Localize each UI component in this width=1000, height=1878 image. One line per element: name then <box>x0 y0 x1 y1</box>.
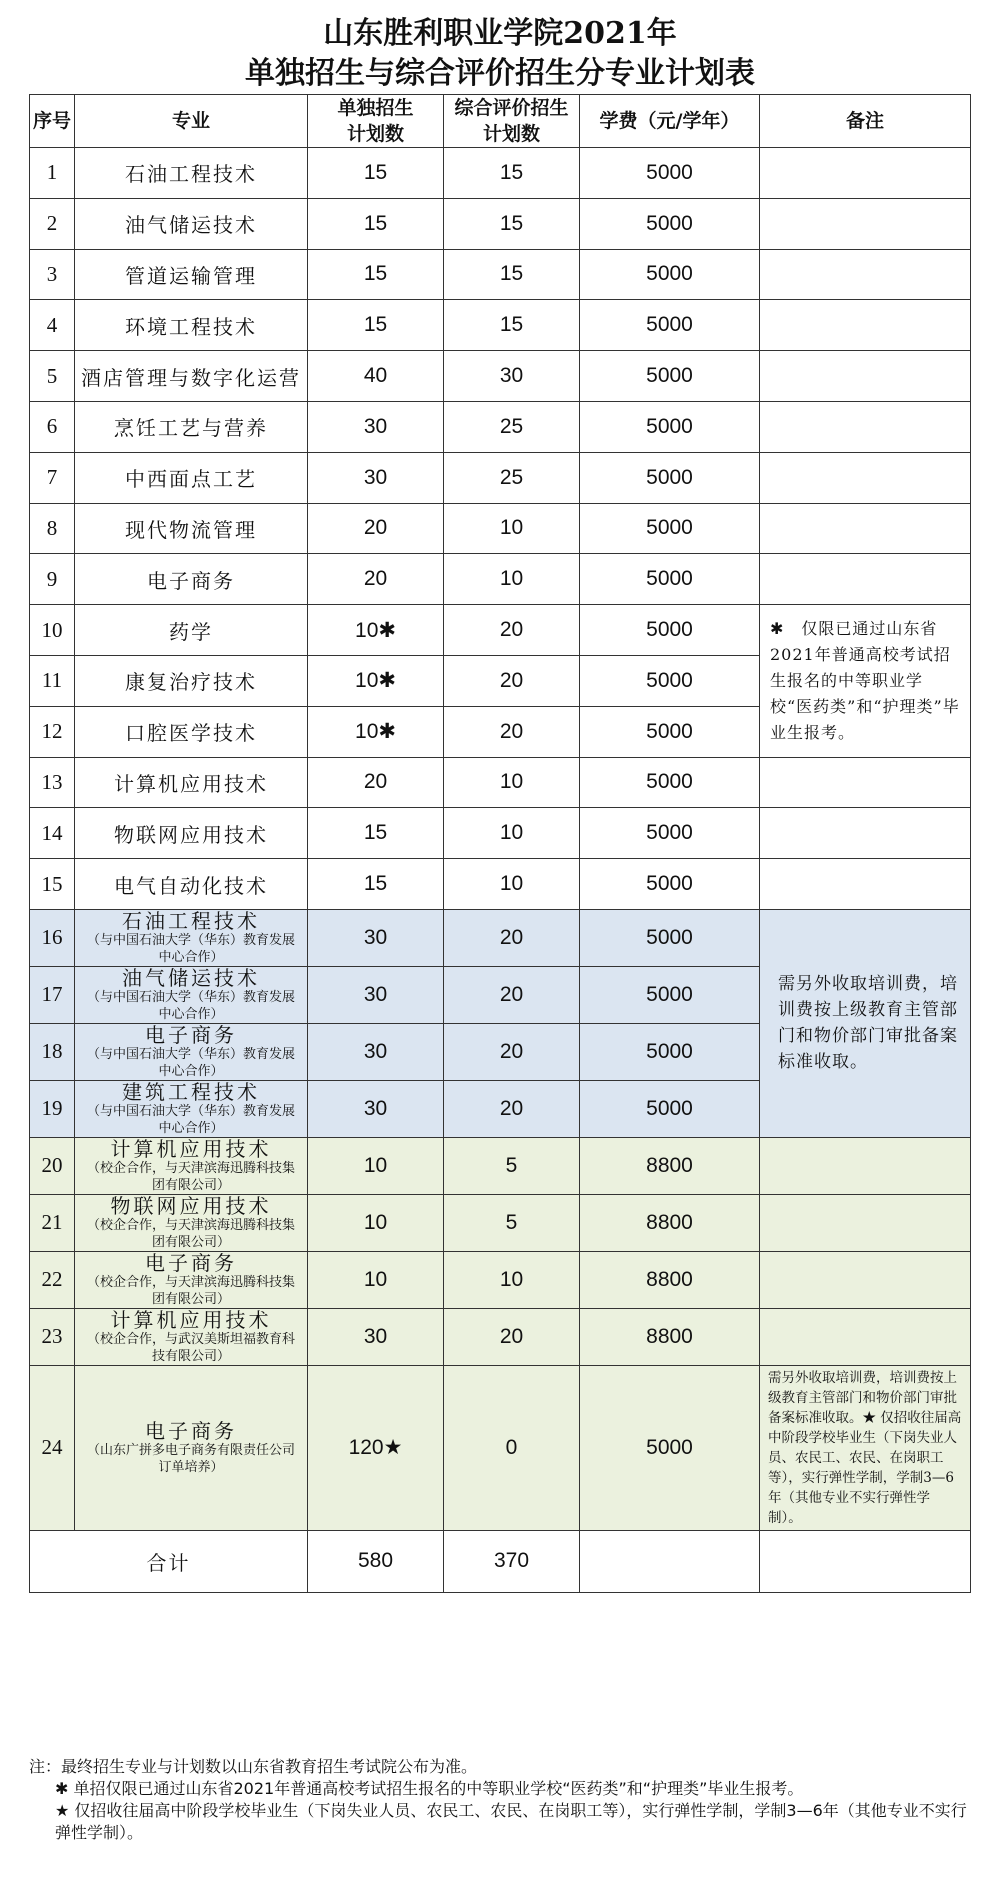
table-row <box>30 808 971 859</box>
row-seq: 3 <box>30 249 75 300</box>
header-remark: 备注 <box>760 95 971 148</box>
row-seq: 23 <box>30 1308 75 1365</box>
row-major <box>75 1365 308 1530</box>
table-row <box>30 1365 971 1530</box>
total-remark-empty <box>760 1530 971 1592</box>
table-row <box>30 1137 971 1194</box>
row-major: 现代物流管理 <box>75 503 308 554</box>
table-row <box>30 1251 971 1308</box>
table-row <box>30 351 971 402</box>
row-remark-empty <box>760 808 971 859</box>
row-remark-empty <box>760 1308 971 1365</box>
row-fee: 5000 <box>580 351 760 402</box>
row-comprehensive-plan: 15 <box>444 198 580 249</box>
row-major: 电子商务 <box>75 554 308 605</box>
table-row <box>30 198 971 249</box>
total-fee-empty <box>580 1530 760 1592</box>
row-comprehensive-plan: 15 <box>444 249 580 300</box>
row-fee: 5000 <box>580 300 760 351</box>
row-major: 酒店管理与数字化运营 <box>75 351 308 402</box>
page-title-line1: 山东胜利职业学院2021年 <box>323 16 677 51</box>
row-single-plan: 30 <box>308 1080 444 1137</box>
row-major <box>75 1137 308 1194</box>
row-remark-empty <box>760 1137 971 1194</box>
row-major <box>75 1308 308 1365</box>
major-partner-note: （校企合作，与天津滨海迅腾科技集团有限公司） <box>86 1160 295 1193</box>
table-row <box>30 249 971 300</box>
row-major: 环境工程技术 <box>75 300 308 351</box>
row-remark-empty <box>760 503 971 554</box>
row-comprehensive-plan: 20 <box>444 1023 580 1080</box>
row-single-plan: 15 <box>308 859 444 910</box>
row-major: 物联网应用技术 <box>75 808 308 859</box>
row-seq: 9 <box>30 554 75 605</box>
row-fee: 8800 <box>580 1137 760 1194</box>
total-row <box>30 1530 971 1592</box>
footer-notes <box>29 1756 979 1844</box>
table-row <box>30 605 971 656</box>
row-single-plan: 10 <box>308 1251 444 1308</box>
row-major: 油气储运技术 <box>75 198 308 249</box>
major-name: 建筑工程技术 <box>122 1079 260 1104</box>
row-single-plan: 30 <box>308 1023 444 1080</box>
row-single-plan: 20 <box>308 503 444 554</box>
major-name: 石油工程技术 <box>122 908 260 933</box>
major-partner-note: （山东广拼多电子商务有限责任公司订单培养） <box>86 1442 295 1475</box>
total-comprehensive: 370 <box>444 1530 580 1592</box>
row-seq: 2 <box>30 198 75 249</box>
major-name: 电子商务 <box>145 1418 237 1443</box>
row-single-plan: 20 <box>308 554 444 605</box>
row-fee: 8800 <box>580 1251 760 1308</box>
row-comprehensive-plan: 20 <box>444 1080 580 1137</box>
row-remark-empty <box>760 249 971 300</box>
row-comprehensive-plan: 10 <box>444 757 580 808</box>
row-major <box>75 1251 308 1308</box>
major-partner-note: （校企合作，与武汉美斯坦福教育科技有限公司） <box>86 1331 295 1364</box>
row-comprehensive-plan: 20 <box>444 655 580 706</box>
row-remark-empty <box>760 554 971 605</box>
total-single: 580 <box>308 1530 444 1592</box>
row-seq: 4 <box>30 300 75 351</box>
table-row <box>30 554 971 605</box>
major-partner-note: （与中国石油大学（华东）教育发展中心合作） <box>86 932 295 965</box>
major-partner-note: （与中国石油大学（华东）教育发展中心合作） <box>86 1103 295 1136</box>
row-comprehensive-plan: 30 <box>444 351 580 402</box>
row-fee: 5000 <box>580 249 760 300</box>
table-row <box>30 757 971 808</box>
row-single-plan: 30 <box>308 401 444 452</box>
major-partner-note: （校企合作，与天津滨海迅腾科技集团有限公司） <box>86 1274 295 1307</box>
row-seq: 13 <box>30 757 75 808</box>
row-remark-empty <box>760 401 971 452</box>
row-remark-empty <box>760 300 971 351</box>
table-header-row <box>30 95 971 148</box>
row-fee: 8800 <box>580 1194 760 1251</box>
table-row <box>30 148 971 199</box>
footer-note-1: 注：最终招生专业与计划数以山东省教育招生考试院公布为准。 <box>29 1757 478 1776</box>
row-single-plan: 15 <box>308 300 444 351</box>
row-major <box>75 1194 308 1251</box>
row-single-plan: 15 <box>308 249 444 300</box>
table-row <box>30 452 971 503</box>
header-single: 单独招生 计划数 <box>308 95 444 148</box>
row-seq: 14 <box>30 808 75 859</box>
row-fee: 5000 <box>580 1023 760 1080</box>
major-name: 计算机应用技术 <box>110 1136 272 1161</box>
row-remark-empty <box>760 452 971 503</box>
row-comprehensive-plan: 15 <box>444 300 580 351</box>
row-fee: 5000 <box>580 198 760 249</box>
header-comprehensive: 综合评价招生 计划数 <box>444 95 580 148</box>
table-row <box>30 401 971 452</box>
row-seq: 7 <box>30 452 75 503</box>
row-fee: 5000 <box>580 966 760 1023</box>
row-major: 石油工程技术 <box>75 148 308 199</box>
row-fee: 5000 <box>580 503 760 554</box>
row-single-plan: 30 <box>308 966 444 1023</box>
major-name: 电子商务 <box>145 1250 237 1275</box>
row-fee: 5000 <box>580 706 760 757</box>
row-single-plan: 10 <box>308 1137 444 1194</box>
row-seq: 20 <box>30 1137 75 1194</box>
row-single-plan: 10 <box>308 1194 444 1251</box>
row-seq: 21 <box>30 1194 75 1251</box>
row-remark-empty <box>760 1194 971 1251</box>
row-seq: 6 <box>30 401 75 452</box>
row-seq: 19 <box>30 1080 75 1137</box>
row-single-plan: 30 <box>308 909 444 966</box>
total-label: 合计 <box>30 1530 308 1592</box>
header-major: 专业 <box>75 95 308 148</box>
row-fee: 5000 <box>580 909 760 966</box>
row-seq: 5 <box>30 351 75 402</box>
row-major: 口腔医学技术 <box>75 706 308 757</box>
row-remark-empty <box>760 757 971 808</box>
row-major: 计算机应用技术 <box>75 757 308 808</box>
major-name: 计算机应用技术 <box>110 1307 272 1332</box>
table-row <box>30 1308 971 1365</box>
row-comprehensive-plan: 20 <box>444 605 580 656</box>
row-seq: 24 <box>30 1365 75 1530</box>
row-seq: 22 <box>30 1251 75 1308</box>
row-major <box>75 1023 308 1080</box>
major-name: 电子商务 <box>145 1022 237 1047</box>
row-single-plan: 30 <box>308 452 444 503</box>
row-comprehensive-plan: 10 <box>444 1251 580 1308</box>
row-fee: 5000 <box>580 757 760 808</box>
major-name: 油气储运技术 <box>122 965 260 990</box>
row-comprehensive-plan: 20 <box>444 706 580 757</box>
row-single-plan: 40 <box>308 351 444 402</box>
row-seq: 16 <box>30 909 75 966</box>
row-fee: 5000 <box>580 401 760 452</box>
row-comprehensive-plan: 10 <box>444 503 580 554</box>
row-fee: 5000 <box>580 605 760 656</box>
row-single-plan: 10✱ <box>308 706 444 757</box>
enrollment-plan-table <box>29 94 971 1593</box>
row-single-plan: 120★ <box>308 1365 444 1530</box>
footer-note-3: ★ 仅招收往届高中阶段学校毕业生（下岗失业人员、农民工、农民、在岗职工等），实行弹性学制，学制3—6年（其他专业不实行弹性学制）。 <box>55 1801 967 1842</box>
row-major: 烹饪工艺与营养 <box>75 401 308 452</box>
row-major <box>75 909 308 966</box>
row-comprehensive-plan: 0 <box>444 1365 580 1530</box>
remark-row24: 需另外收取培训费，培训费按上级教育主管部门和物价部门审批备案标准收取。★ 仅招收往届高中阶段学校毕业生（下岗失业人员、农民工、农民、在岗职工等），实行弹性学制，学制3—6年（其他专业不实行弹性学制）。 <box>760 1365 971 1530</box>
row-fee: 5000 <box>580 655 760 706</box>
row-single-plan: 15 <box>308 198 444 249</box>
header-seq: 序号 <box>30 95 75 148</box>
table-row <box>30 859 971 910</box>
row-major: 药学 <box>75 605 308 656</box>
major-name: 物联网应用技术 <box>110 1193 272 1218</box>
row-comprehensive-plan: 25 <box>444 452 580 503</box>
row-seq: 10 <box>30 605 75 656</box>
row-fee: 8800 <box>580 1308 760 1365</box>
row-single-plan: 15 <box>308 148 444 199</box>
remark-medical: ✱ 仅限已通过山东省2021年普通高校考试招生报名的中等职业学校“医药类”和“护理类”毕业生报考。 <box>760 605 971 757</box>
row-major <box>75 966 308 1023</box>
row-comprehensive-plan: 10 <box>444 859 580 910</box>
row-comprehensive-plan: 10 <box>444 554 580 605</box>
major-partner-note: （与中国石油大学（华东）教育发展中心合作） <box>86 1046 295 1079</box>
row-remark-empty <box>760 198 971 249</box>
row-comprehensive-plan: 5 <box>444 1137 580 1194</box>
header-fee: 学费（元/学年） <box>580 95 760 148</box>
row-fee: 5000 <box>580 148 760 199</box>
row-comprehensive-plan: 5 <box>444 1194 580 1251</box>
row-single-plan: 30 <box>308 1308 444 1365</box>
table-row <box>30 1194 971 1251</box>
row-major <box>75 1080 308 1137</box>
row-single-plan: 15 <box>308 808 444 859</box>
row-single-plan: 20 <box>308 757 444 808</box>
table-row <box>30 503 971 554</box>
row-major: 康复治疗技术 <box>75 655 308 706</box>
row-comprehensive-plan: 20 <box>444 966 580 1023</box>
row-fee: 5000 <box>580 1080 760 1137</box>
row-fee: 5000 <box>580 554 760 605</box>
row-single-plan: 10✱ <box>308 655 444 706</box>
remark-training-fee: 需另外收取培训费，培训费按上级教育主管部门和物价部门审批备案标准收取。 <box>760 909 971 1137</box>
table-row <box>30 300 971 351</box>
row-seq: 15 <box>30 859 75 910</box>
row-seq: 18 <box>30 1023 75 1080</box>
major-partner-note: （与中国石油大学（华东）教育发展中心合作） <box>86 989 295 1022</box>
row-seq: 12 <box>30 706 75 757</box>
row-fee: 5000 <box>580 808 760 859</box>
row-fee: 5000 <box>580 1365 760 1530</box>
row-remark-empty <box>760 1251 971 1308</box>
row-comprehensive-plan: 20 <box>444 909 580 966</box>
row-seq: 1 <box>30 148 75 199</box>
footer-note-2: ✱ 单招仅限已通过山东省2021年普通高校考试招生报名的中等职业学校“医药类”和“护理类”毕业生报考。 <box>55 1779 804 1798</box>
row-seq: 17 <box>30 966 75 1023</box>
row-remark-empty <box>760 859 971 910</box>
row-comprehensive-plan: 25 <box>444 401 580 452</box>
row-seq: 11 <box>30 655 75 706</box>
row-major: 电气自动化技术 <box>75 859 308 910</box>
row-single-plan: 10✱ <box>308 605 444 656</box>
page-title-line2: 单独招生与综合评价招生分专业计划表 <box>245 56 755 91</box>
row-seq: 8 <box>30 503 75 554</box>
row-comprehensive-plan: 15 <box>444 148 580 199</box>
row-major: 中西面点工艺 <box>75 452 308 503</box>
major-partner-note: （校企合作，与天津滨海迅腾科技集团有限公司） <box>86 1217 295 1250</box>
row-comprehensive-plan: 10 <box>444 808 580 859</box>
row-remark-empty <box>760 148 971 199</box>
row-remark-empty <box>760 351 971 402</box>
row-fee: 5000 <box>580 859 760 910</box>
row-comprehensive-plan: 20 <box>444 1308 580 1365</box>
table-row <box>30 909 971 966</box>
row-major: 管道运输管理 <box>75 249 308 300</box>
row-fee: 5000 <box>580 452 760 503</box>
